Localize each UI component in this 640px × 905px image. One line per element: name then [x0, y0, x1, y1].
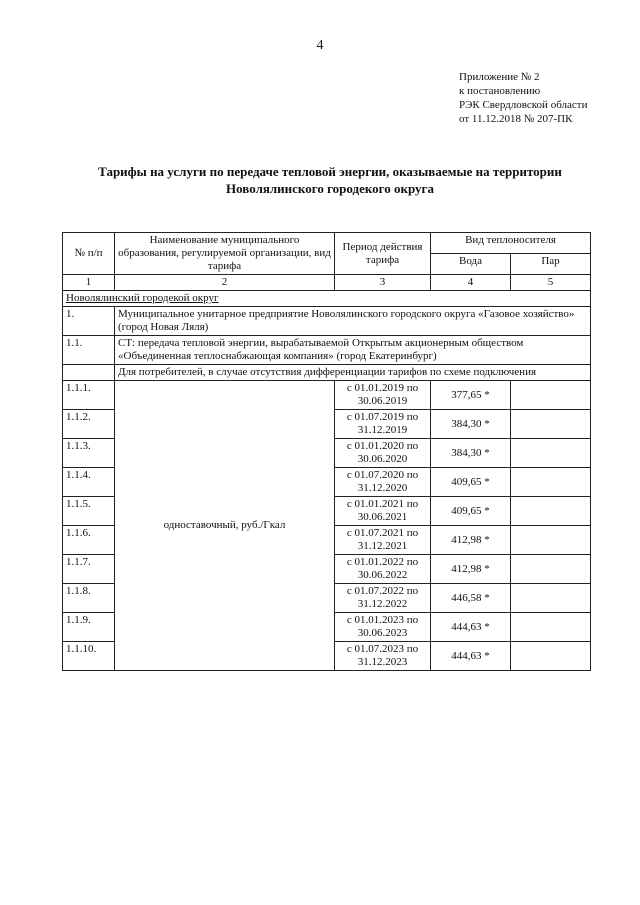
- st-description: СТ: передача тепловой энергии, вырабатываемой Открытым акционерным обществом «Объединенная теплоснабжающая компания» (город Екатеринбург): [115, 336, 591, 365]
- appendix-line: РЭК Свердловской области: [459, 99, 588, 111]
- tariff-period: [335, 555, 431, 584]
- section-row: [63, 291, 591, 307]
- period-to: 31.12.2023: [357, 656, 408, 668]
- period-to: 30.06.2019: [357, 395, 408, 407]
- period-to: 30.06.2023: [357, 627, 408, 639]
- steam-tariff: [511, 468, 591, 497]
- row-number: 1.1.10.: [63, 642, 115, 671]
- steam-tariff: [511, 613, 591, 642]
- tariff-period: [335, 468, 431, 497]
- column-number: 3: [335, 275, 431, 291]
- water-tariff: 384,30 *: [431, 410, 511, 439]
- period-to: 31.12.2022: [357, 598, 408, 610]
- table-row: [63, 381, 591, 410]
- row-number: 1.: [63, 307, 115, 336]
- header-period: Период действия тарифа: [335, 233, 431, 275]
- period-from: с 01.07.2021 по: [346, 527, 419, 539]
- period-from: с 01.01.2023 по: [346, 614, 419, 626]
- header-carrier: Вид теплоносителя: [431, 233, 591, 254]
- steam-tariff: [511, 439, 591, 468]
- tariff-period: [335, 410, 431, 439]
- period-from: с 01.01.2020 по: [346, 440, 419, 452]
- water-tariff: 444,63 *: [431, 642, 511, 671]
- row-number: 1.1.8.: [63, 584, 115, 613]
- title-line-1: Тарифы на услуги по передаче тепловой энергии, оказываемые на территории: [98, 164, 562, 179]
- water-tariff: 412,98 *: [431, 526, 511, 555]
- steam-tariff: [511, 555, 591, 584]
- page-number: 4: [316, 38, 324, 53]
- period-to: 30.06.2020: [357, 453, 408, 465]
- document-title: [70, 163, 590, 197]
- appendix-line: к постановлению: [459, 85, 541, 97]
- row-number: 1.1.7.: [63, 555, 115, 584]
- appendix-reference: [459, 70, 587, 126]
- tariff-period: [335, 642, 431, 671]
- column-number-row: [63, 275, 591, 291]
- row-number: 1.1.2.: [63, 410, 115, 439]
- title-line-2: Новолялинского городекого округа: [226, 181, 434, 196]
- tariff-period: [335, 381, 431, 410]
- row-number: 1.1.1.: [63, 381, 115, 410]
- tariff-type: одноставочный, руб./Гкал: [115, 381, 335, 671]
- period-from: с 01.01.2021 по: [346, 498, 419, 510]
- row-number: 1.1.6.: [63, 526, 115, 555]
- water-tariff: 409,65 *: [431, 497, 511, 526]
- tariff-period: [335, 584, 431, 613]
- water-tariff: 444,63 *: [431, 613, 511, 642]
- header-name: Наименование муниципального образования, регулируемой организации, вид тарифа: [115, 233, 335, 275]
- tariff-period: [335, 526, 431, 555]
- column-number: 5: [511, 275, 591, 291]
- tariff-table: [62, 232, 591, 671]
- consumers-description: Для потребителей, в случае отсутствия дифференциации тарифов по схеме подключения: [115, 365, 591, 381]
- st-row: [63, 336, 591, 365]
- steam-tariff: [511, 584, 591, 613]
- water-tariff: 446,58 *: [431, 584, 511, 613]
- column-number: 4: [431, 275, 511, 291]
- section-title: Новолялинский городекой округ: [63, 291, 591, 307]
- org-name: Муниципальное унитарное предприятие Новолялинского городского округа «Газовое хозяйство» (город Новая Ляля): [115, 307, 591, 336]
- row-number: 1.1.4.: [63, 468, 115, 497]
- appendix-line: от 11.12.2018 № 207-ПК: [459, 113, 573, 125]
- header-num: № п/п: [63, 233, 115, 275]
- water-tariff: 377,65 *: [431, 381, 511, 410]
- steam-tariff: [511, 642, 591, 671]
- org-row: [63, 307, 591, 336]
- header-steam: Пар: [511, 254, 591, 275]
- period-to: 30.06.2022: [357, 569, 408, 581]
- period-from: с 01.01.2022 по: [346, 556, 419, 568]
- tariff-period: [335, 497, 431, 526]
- appendix-line: Приложение № 2: [459, 71, 540, 83]
- steam-tariff: [511, 381, 591, 410]
- tariff-period: [335, 439, 431, 468]
- steam-tariff: [511, 526, 591, 555]
- period-to: 30.06.2021: [357, 511, 408, 523]
- row-number: 1.1.3.: [63, 439, 115, 468]
- water-tariff: 384,30 *: [431, 439, 511, 468]
- water-tariff: 409,65 *: [431, 468, 511, 497]
- row-number: 1.1.9.: [63, 613, 115, 642]
- water-tariff: 412,98 *: [431, 555, 511, 584]
- tariff-period: [335, 613, 431, 642]
- period-from: с 01.07.2019 по: [346, 411, 419, 423]
- period-to: 31.12.2020: [357, 482, 408, 494]
- steam-tariff: [511, 410, 591, 439]
- period-to: 31.12.2019: [357, 424, 408, 436]
- period-from: с 01.07.2020 по: [346, 469, 419, 481]
- column-number: 2: [115, 275, 335, 291]
- period-to: 31.12.2021: [357, 540, 408, 552]
- empty-cell: [63, 365, 115, 381]
- steam-tariff: [511, 497, 591, 526]
- period-from: с 01.07.2022 по: [346, 585, 419, 597]
- header-water: Вода: [431, 254, 511, 275]
- period-from: с 01.07.2023 по: [346, 643, 419, 655]
- column-number: 1: [63, 275, 115, 291]
- period-from: с 01.01.2019 по: [346, 382, 419, 394]
- row-number: 1.1.5.: [63, 497, 115, 526]
- consumers-row: [63, 365, 591, 381]
- row-number: 1.1.: [63, 336, 115, 365]
